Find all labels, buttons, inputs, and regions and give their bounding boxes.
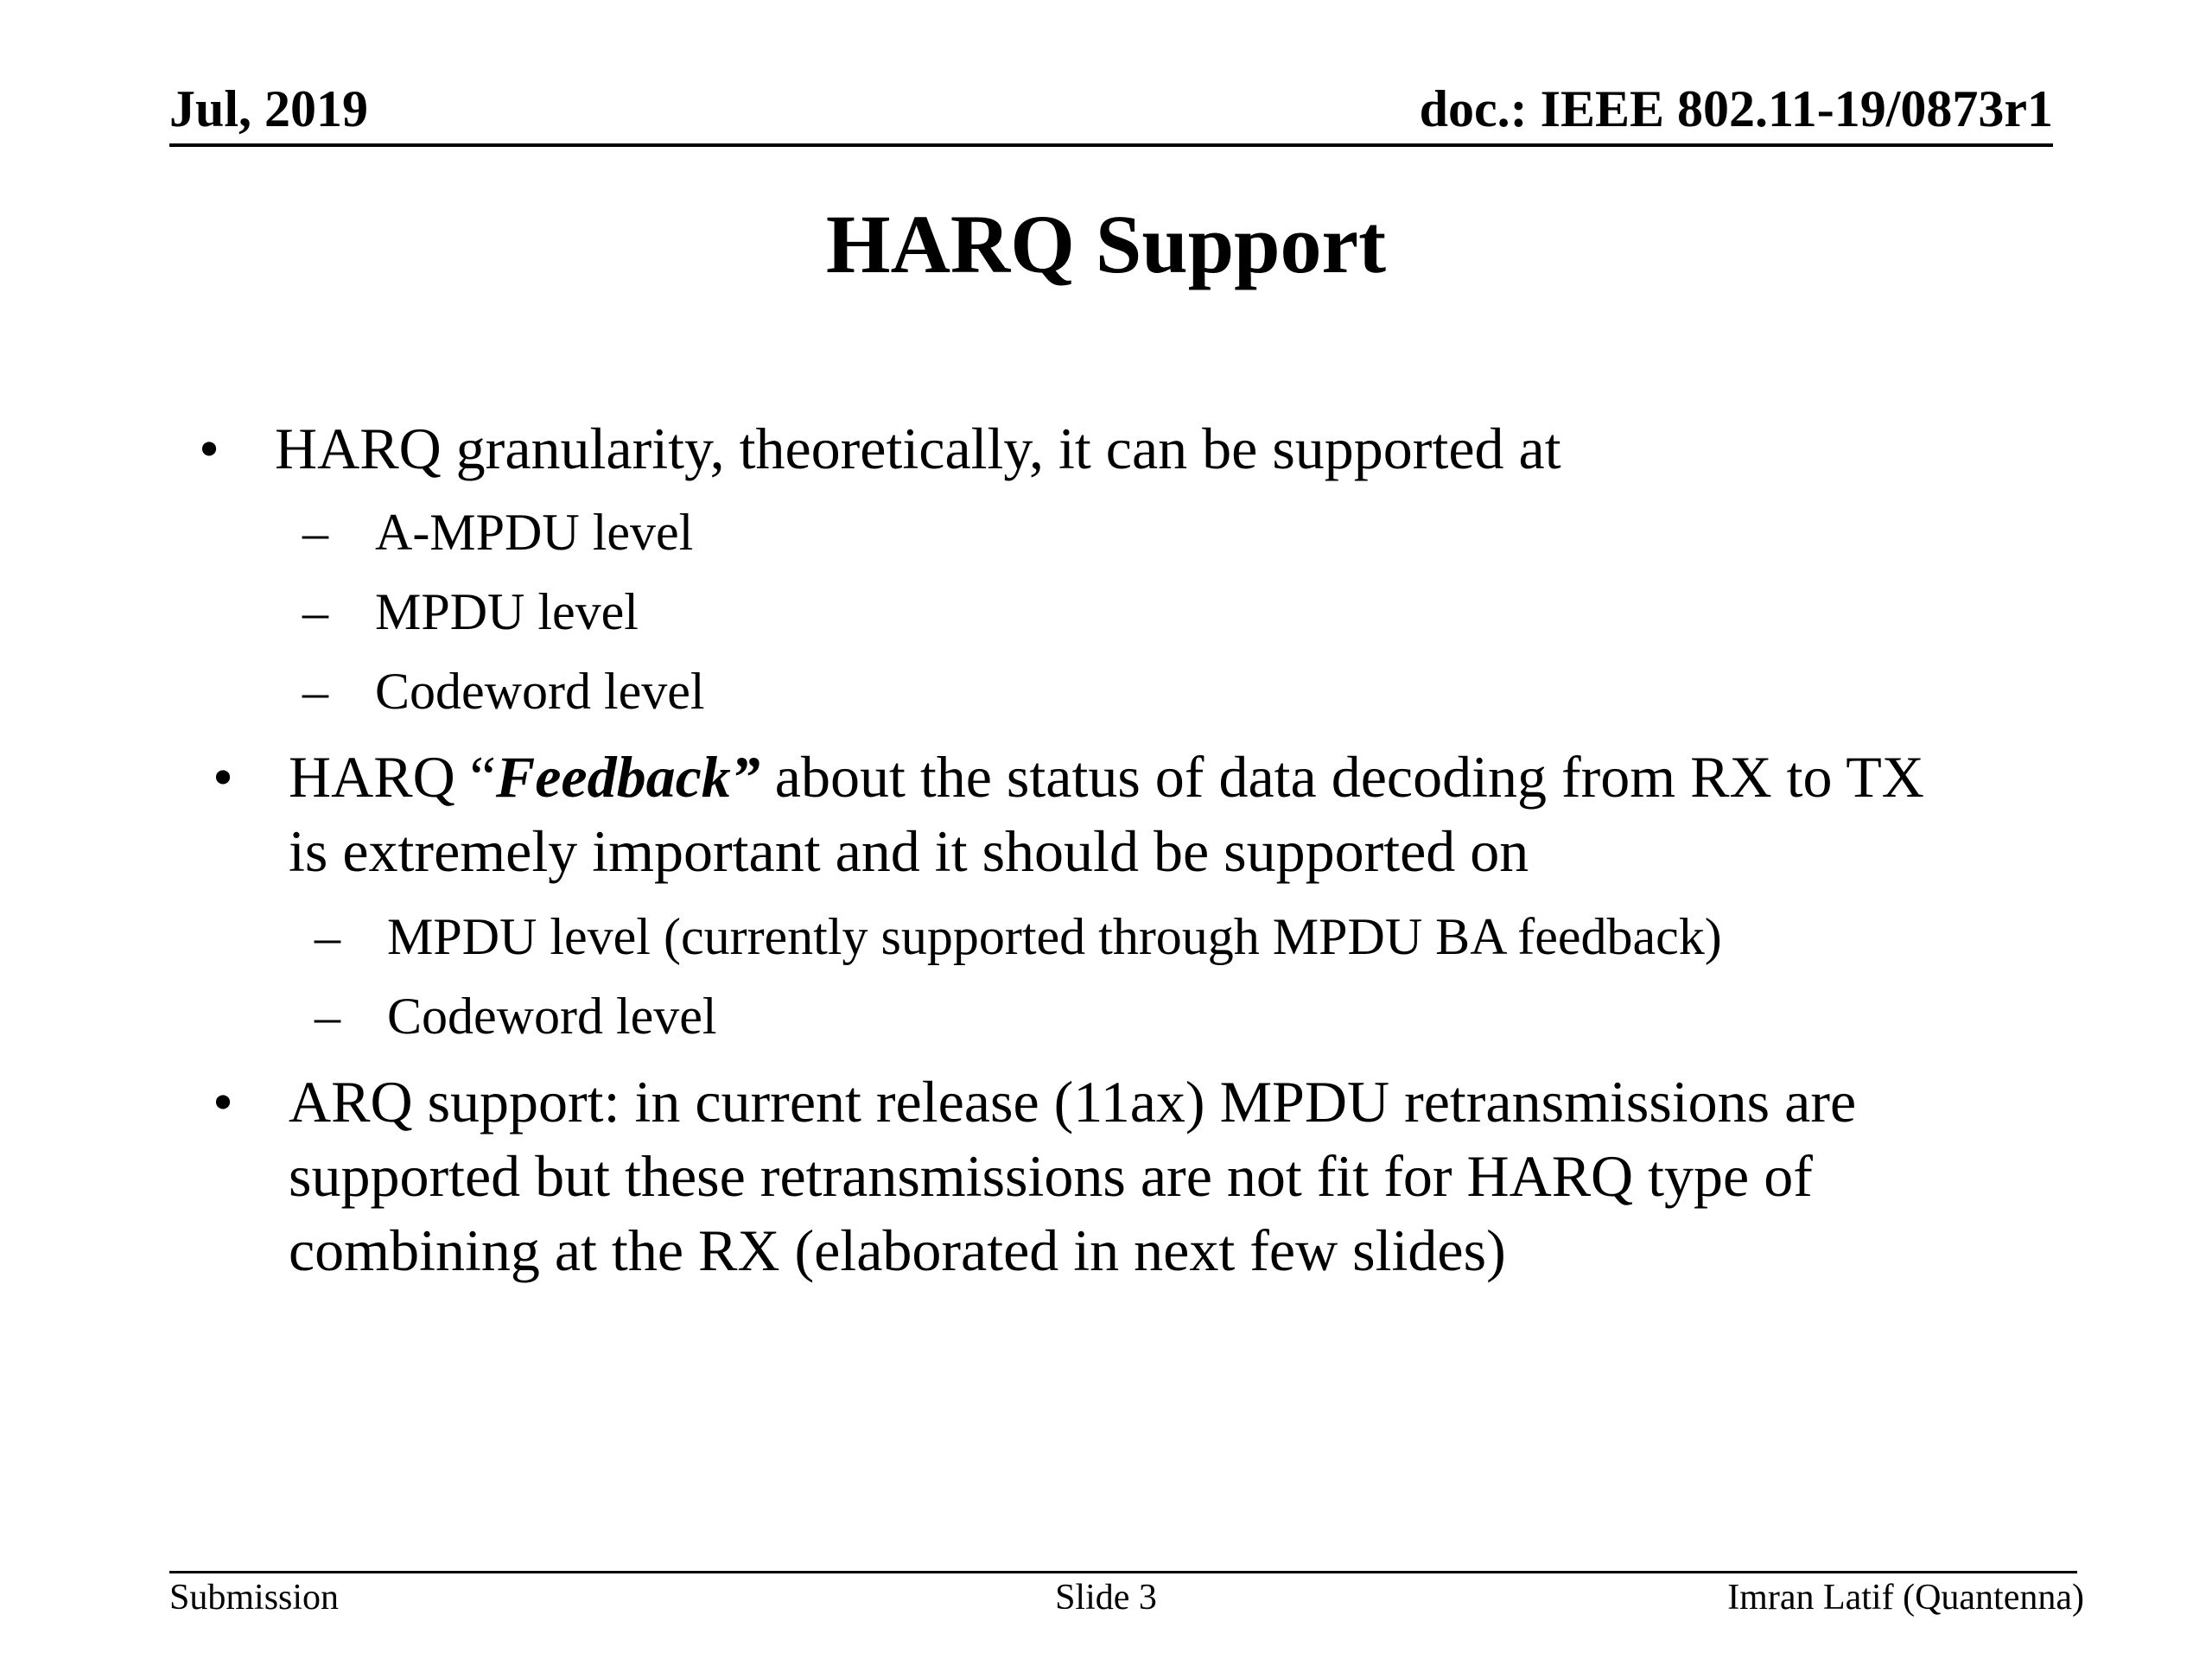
bullet-3-line-2: supported but these retransmissions are not fit for HARQ type of: [289, 1143, 1813, 1209]
subitem-text: A-MPDU level: [375, 504, 694, 561]
bullet-3-line-1: ARQ support: in current release (11ax) MPDU retransmissions are: [289, 1069, 1857, 1135]
slide-title: HARQ Support: [825, 198, 1387, 290]
subitem-text: Codeword level: [375, 663, 705, 720]
header-doc-id: doc.: IEEE 802.11-19/0873r1: [1419, 80, 2053, 137]
bullet-marker: •: [199, 416, 219, 481]
bullet-3-line-3: combining at the RX (elaborated in next few slides): [289, 1217, 1506, 1283]
bullet-1-subitem-2: [302, 583, 639, 640]
bullet-2: [213, 740, 1924, 888]
bullet-3: [213, 1065, 1857, 1287]
dash-marker: –: [302, 663, 328, 720]
bullet-2-subitem-2: [315, 988, 717, 1045]
bullet-1-subitem-3: [302, 663, 705, 720]
subitem-text: MPDU level: [375, 583, 639, 640]
subitem-text: MPDU level (currently supported through MPDU BA feedback): [387, 908, 1722, 965]
dash-marker: –: [315, 988, 340, 1045]
bullet-2-subitem-1: [315, 908, 1722, 965]
bullet-1-subitem-1: [302, 504, 694, 561]
footer-submission: Submission: [169, 1578, 340, 1618]
subitem-text: Codeword level: [387, 988, 717, 1045]
bullet-marker: •: [213, 744, 233, 810]
dash-marker: –: [302, 583, 328, 640]
footer-author: Imran Latif (Quantenna): [1727, 1578, 2084, 1618]
footer-slide-number: Slide 3: [1055, 1578, 1157, 1618]
dash-marker: –: [302, 504, 328, 561]
bullet-2-line-2: is extremely important and it should be supported on: [289, 818, 1529, 884]
bullet-marker: •: [213, 1069, 233, 1135]
dash-marker: –: [315, 908, 340, 965]
footer-divider: [169, 1571, 2077, 1573]
feedback-emphasis: Feedback”: [495, 744, 760, 810]
bullet-2-line-1: HARQ “Feedback” about the status of data decoding from RX to TX: [289, 744, 1924, 810]
bullet-1-text: HARQ granularity, theoretically, it can be supported at: [275, 416, 1561, 481]
header-date: Jul, 2019: [169, 80, 369, 137]
header-divider: [169, 143, 2053, 147]
bullet-1: [199, 411, 1561, 486]
